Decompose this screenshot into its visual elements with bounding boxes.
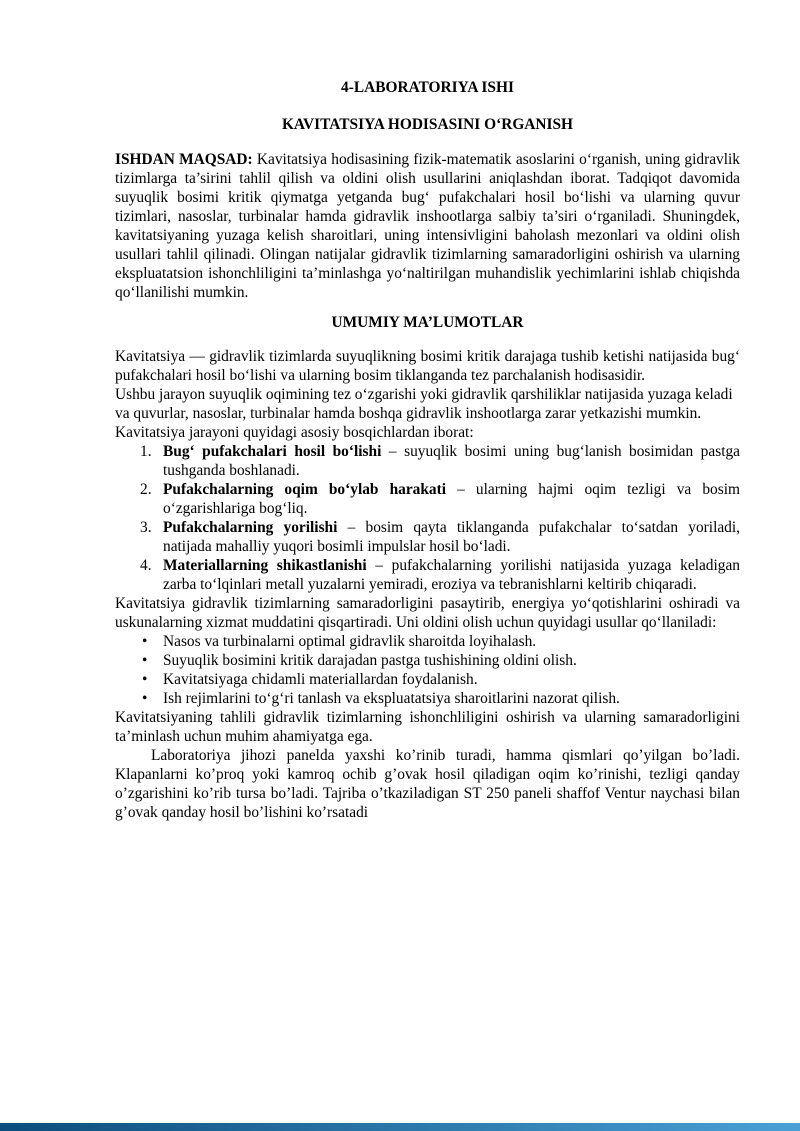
bullet-icon: •	[142, 652, 148, 669]
bottom-edge-bar	[0, 1123, 800, 1131]
stages-list	[115, 442, 740, 594]
list-item	[115, 442, 740, 480]
bullet-icon: •	[142, 671, 148, 688]
stage-lead: Bug‘ pufakchalari hosil bo‘lishi	[163, 443, 382, 460]
purpose-paragraph	[115, 150, 740, 302]
list-item	[115, 518, 740, 556]
prevention-intro-paragraph: Kavitatsiya gidravlik tizimlarning samaradorligini pasaytirib, energiya yo‘qotishlarini oshiradi va uskunalarning xizmat muddatini qisqartiradi. Uni oldini olish uchun quyidagi usullar qo‘llaniladi:	[115, 595, 740, 631]
bullet-text: Ish rejimlarini to‘g‘ri tanlash va ekspluatatsiya sharoitlarini nazorat qilish.	[163, 690, 620, 707]
stage-text: – bosim qayta tiklanganda pufakchalar to‘satdan yoriladi, natijada mahalliy yuqori bosimli impulslar hosil bo‘ladi.	[163, 519, 741, 555]
list-item	[115, 689, 740, 708]
overview-paragraph: Kavitatsiya jarayoni quyidagi asosiy bosqichlardan iborat:	[115, 424, 474, 441]
list-number: 2.	[140, 481, 152, 498]
bullet-icon: •	[142, 690, 148, 707]
list-item	[115, 632, 740, 651]
list-item	[115, 670, 740, 689]
list-number: 1.	[140, 443, 152, 460]
bullet-text: Nasos va turbinalarni optimal gidravlik sharoitda loyihalash.	[163, 633, 537, 650]
purpose-body: Kavitatsiya hodisasining fizik-matematik asoslarini o‘rganish, uning gidravlik tizimlarga ta’sirini tahlil qilish va oldini olish usullarini aniqlashdan iborat. Tadqiqot davomida suyuqlik bosimi kritik qiymatga yetganda bug‘ pufakchalari hosil bo‘lishi va ularning quvur tizimlari, nasoslar, turbinalar hamda gidravlik inshootlarga salbiy ta’siri o‘rganiladi. Shuningdek, kavitatsiyaning yuzaga kelish sharoitlari, uning intensivligini baholash mezonlari va oldini olish usullari tahlil qilinadi. Olingan natijalar gidravlik tizimlarning samaradorligini oshirish va ularning ekspluatatsion ishonchliligini ta’minlashga yo‘naltirilgan muhandislik yechimlarini ishlab chiqishda qo‘llanilishi mumkin.	[115, 151, 740, 301]
bullet-text: Suyuqlik bosimini kritik darajadan pastga tushishining oldini olish.	[163, 652, 577, 669]
overview-paragraph: Kavitatsiya — gidravlik tizimlarda suyuqlikning bosimi kritik darajaga tushib ketishi natijasida bug‘ pufakchalari hosil bo‘lishi va ularning bosim tiklanganda tez parchalanish hodisasidir.	[115, 348, 740, 384]
bullet-text: Kavitatsiyaga chidamli materiallardan foydalanish.	[163, 671, 478, 688]
overview-paragraph: Ushbu jarayon suyuqlik oqimining tez o‘zgarishi yoki gidravlik qarshiliklar natijasida yuzaga keladi va quvurlar, nasoslar, turbinalar hamda boshqa gidravlik inshootlarga zarar yetkazishi mumkin.	[115, 386, 733, 422]
list-number: 4.	[140, 557, 152, 574]
stage-text: – suyuqlik bosimi uning bug‘lanish bosimidan pastga tushganda boshlanadi.	[163, 443, 740, 479]
stage-lead: Materiallarning shikastlanishi	[163, 557, 367, 574]
doc-title: 4-LABORATORIYA ISHI	[341, 79, 514, 96]
closing-paragraph: Laboratoriya jihozi panelda yaxshi ko’rinib turadi, hamma qismlari qo’yilgan bo’ladi. Klapanlarni ko’proq yoki kamroq ochib g’ovak hosil qiladigan oqim ko’rinishi, tezligi qanday o’zgarishini ko’rib tursa bo’ladi. Tajriba o’tkaziladigan ST 250 paneli shaffof Ventur naychasi bilan g’ovak qanday hosil bo’lishini ko’rsatadi	[115, 747, 740, 821]
list-number: 3.	[140, 519, 152, 536]
stage-text: – ularning hajmi oqim tezligi va bosim o‘zgarishlariga bog‘liq.	[163, 481, 740, 517]
doc-subtitle: KAVITATSIYA HODISASINI O‘RGANISH	[281, 116, 574, 133]
stage-lead: Pufakchalarning oqim bo‘ylab harakati	[163, 481, 447, 498]
list-item	[115, 480, 740, 518]
stage-text: – pufakchalarning yorilishi natijasida yuzaga keladigan zarba to‘lqinlari metall yuzalarni yemiradi, eroziya va tebranishlarni keltirib chiqaradi.	[163, 557, 740, 593]
stage-lead: Pufakchalarning yorilishi	[163, 519, 338, 536]
section-heading: UMUMIY MA’LUMOTLAR	[331, 314, 524, 331]
list-item	[115, 556, 740, 594]
list-item	[115, 651, 740, 670]
importance-paragraph: Kavitatsiyaning tahlili gidravlik tizimlarning ishonchliligini oshirish va ularning samaradorligini ta’minlash uchun muhim ahamiyatga ega.	[115, 709, 740, 745]
bullet-icon: •	[142, 633, 148, 650]
prevention-list	[115, 632, 740, 708]
purpose-lead: ISHDAN MAQSAD:	[115, 151, 253, 168]
